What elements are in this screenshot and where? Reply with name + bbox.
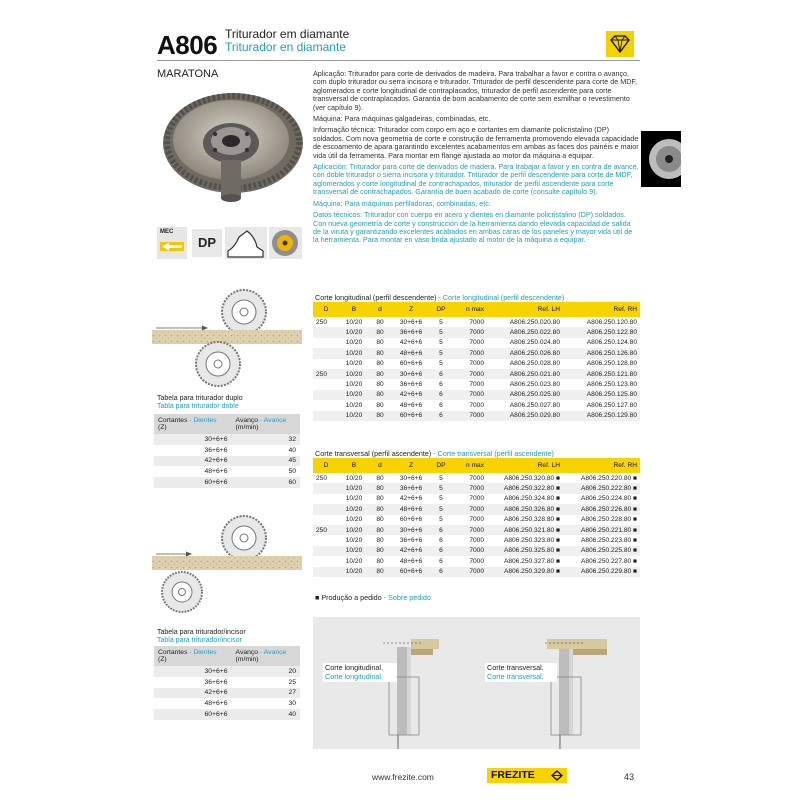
table-cell: 5 xyxy=(439,318,443,326)
table-cell: A806.250.029.80 xyxy=(487,411,563,421)
table-cell: 5 xyxy=(431,348,451,358)
table-cell xyxy=(313,411,339,421)
table-cell: 7000 xyxy=(469,360,484,368)
column-header: d xyxy=(369,302,391,317)
table-cell: 48+6+6 xyxy=(391,504,431,514)
table-row xyxy=(313,338,640,348)
table-header-row xyxy=(313,302,640,317)
table-cell: A806.250.226.80 ■ xyxy=(563,504,640,514)
table-cell: 60+6+6 xyxy=(399,360,423,368)
table-cell: 80 xyxy=(369,504,391,514)
table-cell: 42+6+6 xyxy=(391,390,431,400)
table-row xyxy=(313,515,640,525)
table-cell: 80 xyxy=(376,537,384,545)
incisor-table xyxy=(154,646,300,720)
product-code: A806 xyxy=(157,30,218,60)
table-cell: 10/20 xyxy=(345,537,363,545)
table-row xyxy=(313,327,640,337)
diagram-right-caption: Corte transversal. Corte transversal. xyxy=(485,663,557,682)
column-header: Ref. LH xyxy=(487,302,563,317)
table-cell: 80 xyxy=(369,348,391,358)
table-cell: 7000 xyxy=(451,369,487,379)
table-row xyxy=(313,348,640,358)
table-cell xyxy=(313,567,339,577)
table-row xyxy=(313,556,640,566)
table-cell: 10/20 xyxy=(339,525,369,535)
table1-title: Corte longitudinal (perfil descendente) - Corte longitudinal (perfil descendente) xyxy=(315,293,565,302)
table-cell: 36+6+6 xyxy=(391,483,431,493)
table-cell: A806.250.326.80 ■ xyxy=(487,504,563,514)
table-row xyxy=(313,525,640,535)
table-cell xyxy=(313,390,339,400)
table-cell xyxy=(313,504,339,514)
table-cell: 10/20 xyxy=(339,504,369,514)
table-cell: 10/20 xyxy=(345,495,363,503)
table-cell: 7000 xyxy=(451,525,487,535)
table-cell: 10/20 xyxy=(345,474,363,482)
table-cell: 42+6+6 xyxy=(399,495,423,503)
table-cell: 5 xyxy=(431,327,451,337)
table-cell: 5 xyxy=(439,339,443,347)
table-cell: 48+6+6 xyxy=(399,557,423,565)
table-cell: 10/20 xyxy=(339,369,369,379)
description-es-info: Datos técnicos: Triturador con cuerpo en acero y dientes en diamante policristalino (DP) soldados. Con nueva geometría de corte y construcción de la herramienta dando elevada capacidad de salida de la viruta y garantizando excelentes acabados en ambas caras de los paneles y mayor vida útil de la herramienta. Para montar en vaso brida ajustado al motor de la máquina a equipar. xyxy=(313,210,633,245)
table-cell: 10/20 xyxy=(345,516,363,524)
table-header-row xyxy=(313,458,640,473)
dp-label: DP xyxy=(197,235,217,250)
table-cell: 80 xyxy=(369,483,391,493)
table-cell: 7000 xyxy=(451,567,487,577)
column-header: D xyxy=(313,458,339,473)
column-header: n max xyxy=(451,458,487,473)
table-cell: 7000 xyxy=(469,516,484,524)
table-cell xyxy=(313,359,339,369)
footer-url-link[interactable]: www.frezite.com xyxy=(372,772,434,782)
table-row xyxy=(313,400,640,410)
table-cell: A806.250.225.80 ■ xyxy=(563,546,640,556)
table-row: 48+6+6 50 xyxy=(204,468,296,476)
table-cell: A806.250.325.80 ■ xyxy=(487,546,563,556)
saw-blade-thumbnail-icon xyxy=(641,131,681,187)
table-cell: 80 xyxy=(376,516,384,524)
table-cell: 7000 xyxy=(469,474,484,482)
table-cell: A806.250.122.80 xyxy=(563,327,640,337)
table-row: 30+6+6 32 xyxy=(154,434,300,445)
table-row xyxy=(313,390,640,400)
table-cell: 80 xyxy=(376,401,384,409)
table-cell: 10/20 xyxy=(339,348,369,358)
table-cell xyxy=(313,494,339,504)
table-cell: A806.250.328.80 ■ xyxy=(503,516,560,524)
column-header: Z xyxy=(391,458,431,473)
table-cell: A806.250.220.80 ■ xyxy=(580,474,637,482)
dp-icon xyxy=(192,229,222,257)
double-table-caption-es: Tabla para triturador doble xyxy=(157,403,239,410)
table-cell: 10/20 xyxy=(345,339,363,347)
table-cell: 7000 xyxy=(469,401,484,409)
description-pt-application: Aplicação: Triturador para corte de derivados de madeira. Para trabalhar a favor e contra o avanço, com duplo triturador ou serra incisora e triturador. Triturador de perfil descendente para corte de MDF, aglomerados e corte longitudinal de contraplacados, triturador de perfil ascendente para corte transversal de contraplacados. Garantia de bom acabamento de corte sem esmilhar o revestimento (ver capítulo 9). xyxy=(313,69,637,112)
title-spanish: Triturador en diamante xyxy=(225,40,346,54)
table-cell: A806.250.127.80 xyxy=(586,401,637,409)
table-cell: 36+6+6 xyxy=(399,537,423,545)
table-cell: 80 xyxy=(376,495,384,503)
incisor-scorer-diagram xyxy=(152,512,302,624)
table-cell: 80 xyxy=(369,411,391,421)
table-row xyxy=(313,411,640,421)
table-cell: A806.250.327.80 ■ xyxy=(503,557,560,565)
table-cell: 80 xyxy=(376,339,384,347)
table-cell: 80 xyxy=(369,546,391,556)
incisor-table-col2-header: Avanço - Avance (m/min) xyxy=(232,646,300,666)
table-row: 60+6+6 40 xyxy=(154,709,300,720)
column-header: D xyxy=(313,302,339,317)
double-scorer-diagram xyxy=(152,286,302,396)
table-cell: A806.250.020.80 xyxy=(509,318,560,326)
table-cell: 6 xyxy=(431,411,451,421)
table-cell: 6 xyxy=(439,401,443,409)
table-cell: A806.250.026.80 xyxy=(487,348,563,358)
table-cell: 6 xyxy=(431,390,451,400)
table-cell: 60+6+6 xyxy=(391,411,431,421)
table-cell: 5 xyxy=(439,474,443,482)
title-portuguese: Triturador em diamante xyxy=(225,27,350,41)
table-cell: 7000 xyxy=(451,390,487,400)
table-cell: 5 xyxy=(439,360,443,368)
table-cell: 30+6+6 xyxy=(391,369,431,379)
table-cell: 30+6+6 xyxy=(399,318,423,326)
longitudinal-cut-table xyxy=(313,302,640,421)
table-cell: 7000 xyxy=(469,495,484,503)
table-cell: 60+6+6 xyxy=(399,516,423,524)
table-row xyxy=(313,317,640,327)
table-cell: A806.250.022.80 xyxy=(487,327,563,337)
product-name: MARATONA xyxy=(157,68,219,80)
table-cell: 6 xyxy=(431,567,451,577)
table-cell: 10/20 xyxy=(339,390,369,400)
table-cell: 10/20 xyxy=(339,483,369,493)
table-cell: 6 xyxy=(431,546,451,556)
table-cell: 80 xyxy=(376,557,384,565)
description-block xyxy=(313,70,639,248)
incisor-table-col1-header: Cortantes - Dientes (Z) xyxy=(154,646,232,666)
table-cell: 5 xyxy=(431,483,451,493)
table-cell xyxy=(313,535,339,545)
double-table-col2-header: Avanço - Avance (m/min) xyxy=(232,414,300,434)
description-es-machine: Máquina: Para máquinas perfiladoras, combinadas, etc. xyxy=(313,198,491,208)
table-cell: 10/20 xyxy=(339,411,369,421)
table-cell: 80 xyxy=(369,567,391,577)
table-cell: A806.250.027.80 xyxy=(509,401,560,409)
table-cell: 10/20 xyxy=(339,327,369,337)
table-row xyxy=(313,483,640,493)
table-cell: 7000 xyxy=(451,411,487,421)
table-cell xyxy=(313,556,339,566)
table-cell: 80 xyxy=(369,327,391,337)
table-row xyxy=(313,379,640,389)
column-header: Z xyxy=(391,302,431,317)
table-cell: 7000 xyxy=(469,381,484,389)
table-cell: A806.250.322.80 ■ xyxy=(487,483,563,493)
column-header: n max xyxy=(451,302,487,317)
table-cell: 7000 xyxy=(451,327,487,337)
table-row: 36+6+6 25 xyxy=(204,678,296,686)
description-pt-info: Informação técnica: Triturador com corpo em aço e cortantes em diamante policristalino (DP) soldados. Com nova geometria de corte e construção de ferramenta promovendo elevada capacidade de escoamento de apara garantindo excelentes acabamentos em ambas as faces dos painéis e maior vida útil da ferramenta. Para montar em flange ajustada ao motor da máquina a equipar. xyxy=(313,125,639,160)
table-cell xyxy=(313,338,339,348)
table-cell: 80 xyxy=(369,390,391,400)
table-cell: A806.250.223.80 ■ xyxy=(580,537,637,545)
cut-diagram-box xyxy=(313,617,640,749)
column-header: Ref. LH xyxy=(487,458,563,473)
table-cell: A806.250.221.80 ■ xyxy=(563,525,640,535)
table-cell: 7000 xyxy=(469,557,484,565)
table-cell: 6 xyxy=(439,537,443,545)
table-cell: 6 xyxy=(431,525,451,535)
column-header: DP xyxy=(431,302,451,317)
table-row xyxy=(313,546,640,556)
mec-label: MEC xyxy=(160,229,174,235)
table-cell: 80 xyxy=(369,525,391,535)
table-cell: A806.250.021.80 xyxy=(487,369,563,379)
table-cell: 10/20 xyxy=(339,546,369,556)
incisor-table-caption xyxy=(157,629,246,645)
table-cell xyxy=(313,379,339,389)
table-cell: 42+6+6 xyxy=(391,546,431,556)
blade-icon xyxy=(269,227,302,259)
table-cell: 42+6+6 xyxy=(399,339,423,347)
table-cell: A806.250.329.80 ■ xyxy=(487,567,563,577)
table-row: 42+6+6 45 xyxy=(154,456,300,467)
table-cell: 5 xyxy=(439,516,443,524)
profile-icon xyxy=(225,227,267,259)
table2-title: Corte transversal (perfil ascendente) - Corte transversal (perfil ascendente) xyxy=(315,449,554,458)
table-cell: 80 xyxy=(376,360,384,368)
table-cell: A806.250.025.80 xyxy=(487,390,563,400)
description-pt-machine: Máquina: Para máquinas galgadeiras, combinadas, etc. xyxy=(313,114,491,124)
table-cell xyxy=(313,400,339,410)
column-header: B xyxy=(339,302,369,317)
on-request-note: ■ Produção a pedido - Sobre pedido xyxy=(315,593,431,602)
table-cell: A806.250.229.80 ■ xyxy=(563,567,640,577)
table-cell: 80 xyxy=(376,318,384,326)
table-cell: 7000 xyxy=(451,504,487,514)
incisor-table-caption-pt: Tabela para triturador/incisor xyxy=(157,629,246,636)
table-cell: A806.250.028.80 xyxy=(509,360,560,368)
table-cell: 250 xyxy=(316,474,328,482)
table-row: 48+6+6 30 xyxy=(204,700,296,708)
table-cell: 6 xyxy=(439,381,443,389)
table-cell: A806.250.129.80 xyxy=(563,411,640,421)
table-row xyxy=(313,369,640,379)
table-cell: 30+6+6 xyxy=(399,474,423,482)
table-cell: A806.250.323.80 ■ xyxy=(503,537,560,545)
table-cell: 7000 xyxy=(469,537,484,545)
description-es-application: Aplicación: Triturador para corte de derivados de madera. Para trabajar a favor y en contra de avance, con doble triturador o sierra incisora y triturador. Triturador de perfil descendente para corte de MDF, aglomerados y corte longitudinal de contrachapados, triturador de perfil ascendente para corte transversal de contrachapados. Garantía de buen acabado de corte (consulte capítulo 9). xyxy=(313,162,639,197)
table-row: 42+6+6 27 xyxy=(154,688,300,699)
table-cell: 5 xyxy=(439,495,443,503)
header-divider xyxy=(157,60,640,61)
table-cell: 10/20 xyxy=(345,557,363,565)
table-cell: A806.250.120.80 xyxy=(586,318,637,326)
table-cell: 7000 xyxy=(469,318,484,326)
column-header: B xyxy=(339,458,369,473)
column-header: d xyxy=(369,458,391,473)
column-header: DP xyxy=(431,458,451,473)
table-row xyxy=(313,567,640,577)
column-header: Ref. RH xyxy=(563,302,640,317)
table-cell: 10/20 xyxy=(345,401,363,409)
table-cell: A806.250.321.80 ■ xyxy=(487,525,563,535)
table-cell xyxy=(313,483,339,493)
page-number: 43 xyxy=(624,772,635,782)
table-cell: 5 xyxy=(431,504,451,514)
table-cell: 30+6+6 xyxy=(391,525,431,535)
brand-logo: FREZITE xyxy=(487,768,567,783)
table-cell: A806.250.320.80 ■ xyxy=(503,474,560,482)
transversal-cut-table xyxy=(313,458,640,577)
table-cell: 36+6+6 xyxy=(391,327,431,337)
table-cell: 250 xyxy=(313,369,339,379)
table-cell xyxy=(313,327,339,337)
double-table xyxy=(154,414,300,488)
diamond-icon xyxy=(606,31,634,57)
table-cell xyxy=(313,515,339,525)
table-cell: A806.250.126.80 xyxy=(563,348,640,358)
table-cell: 7000 xyxy=(451,546,487,556)
double-table-caption-pt: Tabela para triturador duplo xyxy=(157,395,243,402)
table-cell: 10/20 xyxy=(345,318,363,326)
double-table-col1-header: Cortantes - Dientes (Z) xyxy=(154,414,232,434)
table-cell: 250 xyxy=(313,525,339,535)
diagram-left-caption: Corte longitudinal. Corte longitudinal. xyxy=(323,663,397,682)
table-cell: 36+6+6 xyxy=(399,381,423,389)
table-cell: 250 xyxy=(316,318,328,326)
table-cell: 6 xyxy=(431,369,451,379)
table-cell: 7000 xyxy=(451,348,487,358)
table-cell: A806.250.222.80 ■ xyxy=(563,483,640,493)
table-cell xyxy=(313,546,339,556)
table-row: 36+6+6 40 xyxy=(204,446,296,454)
table-row xyxy=(313,473,640,483)
table-cell: 48+6+6 xyxy=(399,401,423,409)
table-row: 60+6+6 60 xyxy=(154,477,300,488)
table-row xyxy=(313,359,640,369)
table-cell: 7000 xyxy=(469,339,484,347)
mec-icon xyxy=(157,227,187,259)
table-cell: A806.250.227.80 ■ xyxy=(580,557,637,565)
column-header: Ref. RH xyxy=(563,458,640,473)
table-cell xyxy=(313,348,339,358)
table-cell: 80 xyxy=(376,381,384,389)
double-table-caption xyxy=(157,395,243,411)
table-cell: 60+6+6 xyxy=(391,567,431,577)
table-cell: 80 xyxy=(376,474,384,482)
table-row xyxy=(313,494,640,504)
table-row xyxy=(313,504,640,514)
table-row: 30+6+6 20 xyxy=(154,666,300,677)
table-cell: 10/20 xyxy=(345,381,363,389)
incisor-table-caption-es: Tabla para triturador/incisor xyxy=(157,637,242,644)
table-cell: 10/20 xyxy=(345,360,363,368)
table-cell: 48+6+6 xyxy=(391,348,431,358)
table-row xyxy=(313,535,640,545)
table-cell: A806.250.124.80 xyxy=(586,339,637,347)
table-cell: A806.250.324.80 ■ xyxy=(503,495,560,503)
table-cell: A806.250.023.80 xyxy=(509,381,560,389)
table-cell: A806.250.123.80 xyxy=(586,381,637,389)
table-cell: 6 xyxy=(439,557,443,565)
table-cell: A806.250.024.80 xyxy=(509,339,560,347)
table-cell: 80 xyxy=(369,369,391,379)
table-cell: A806.250.228.80 ■ xyxy=(580,516,637,524)
table-cell: A806.250.125.80 xyxy=(563,390,640,400)
table-cell: A806.250.224.80 ■ xyxy=(580,495,637,503)
table-cell: A806.250.121.80 xyxy=(563,369,640,379)
table-cell: A806.250.128.80 xyxy=(586,360,637,368)
product-photo xyxy=(155,88,305,206)
table-cell: 10/20 xyxy=(339,567,369,577)
table-cell: 7000 xyxy=(451,483,487,493)
